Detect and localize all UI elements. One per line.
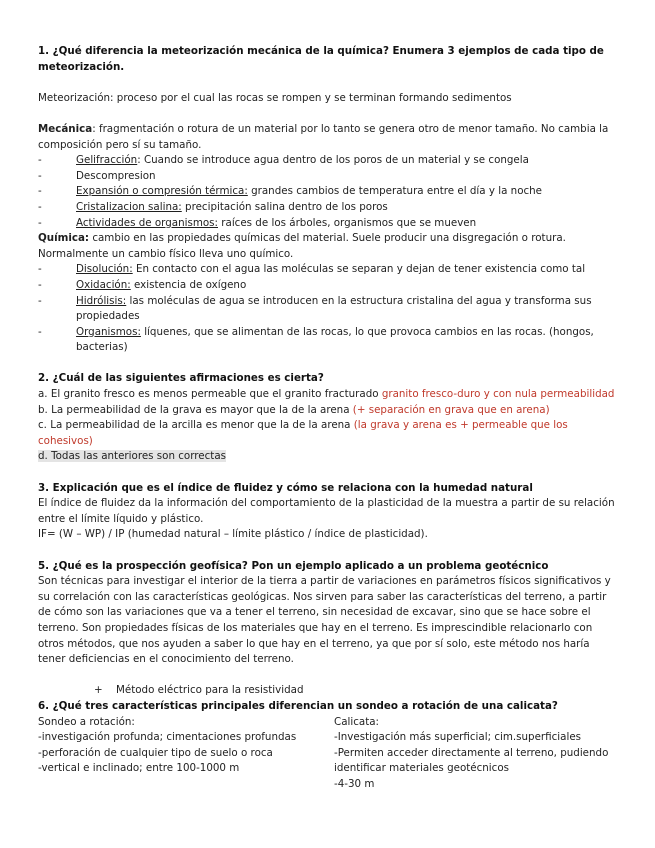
column-item: -Investigación más superficial; cim.superficiales [334,731,582,744]
rotary-drilling-column [38,715,334,793]
list-dash: - [38,200,42,213]
option-b [38,403,618,419]
option-note: granito fresco-duro y con nula permeabilidad [381,388,615,401]
list-item-term: Gelifracción [76,154,138,167]
list-item-desc: líquenes, que se alimentan de las rocas, lo que provoca cambios en las rocas. (hongos, bacterias) [76,325,594,354]
option-text: a. El granito fresco es menos permeable que el granito fracturado [38,388,382,401]
list-item-term: Actividades de organismos: [76,216,218,229]
list-item-desc: las moléculas de agua se introducen en la estructura cristalina del agua y transforma sus propiedades [76,294,592,323]
list-item-term: Hidrólisis: [76,294,127,307]
list-item [38,200,618,216]
list-item-desc: grandes cambios de temperatura entre el día y la noche [247,185,543,198]
list-item-desc: Descompresion [76,169,156,182]
list-item-desc: : Cuando se introduce agua dentro de los poros de un material y se congela [137,154,529,167]
chemical-paragraph [38,231,618,262]
mechanical-text: : fragmentación o rotura de un material por lo tanto se genera otro de menor tamaño. No cambia la composición pero sí su tamaño. [38,122,609,151]
bullet-text: Método eléctrico para la resistividad [116,684,304,697]
question-6-title: 6. ¿Qué tres características principales diferencian un sondeo a rotación de una calicata? [38,699,558,712]
fluidity-text: El índice de fluidez da la información del comportamiento de la plasticidad de la muestra a partir de su relación entre el límite líquido y plástico. [38,497,615,525]
option-note: (+ separación en grava que en arena) [352,403,550,416]
list-item-term: Cristalizacion salina: [76,200,182,213]
list-item-desc: existencia de oxígeno [130,278,247,291]
plus-icon: + [94,684,103,697]
document-page [38,44,618,793]
list-item-text [76,216,618,232]
test-pit-column [334,715,618,793]
list-dash: - [38,154,42,167]
column-item: -4-30 m [334,777,375,790]
column-heading: Sondeo a rotación: [38,715,135,728]
question-3-title: 3. Explicación que es el índice de fluidez y cómo se relaciona con la humedad natural [38,481,533,494]
fluidity-formula: IF= (W – WP) / IP (humedad natural – límite plástico / índice de plasticidad). [38,528,428,541]
list-dash: - [38,216,42,229]
list-item-text [76,153,618,169]
list-item [38,153,618,169]
list-dash: - [38,294,42,307]
list-dash: - [38,169,42,182]
option-text: c. La permeabilidad de la arcilla es menor que la de la arena [38,419,354,432]
option-note: (la grava y arena es + permeable que los cohesivos) [38,419,568,447]
list-item-desc: precipitación salina dentro de los poros [181,200,388,213]
list-dash: - [38,263,42,276]
column-item: -perforación de cualquier tipo de suelo o roca [38,746,273,759]
comparison-columns [38,715,618,793]
chemical-list [38,262,618,356]
column-item: -Permiten acceder directamente al terreno, pudiendo identificar materiales geotécnicos [334,746,609,775]
option-a [38,387,618,403]
list-item [38,216,618,232]
option-text: b. La permeabilidad de la grava es mayor que la de la arena [38,403,353,416]
list-item-text [76,200,618,216]
list-item-text [76,278,618,294]
geophysics-bullet [38,683,618,699]
list-item-text [76,325,618,356]
list-item-term: Disolución: [76,263,133,276]
list-item [38,169,618,185]
mechanical-list [38,153,618,231]
option-c [38,418,618,449]
list-item-term: Organismos: [76,325,141,338]
list-dash: - [38,278,42,291]
column-item: -vertical e inclinado; entre 100-1000 m [38,762,240,775]
list-item-term: Expansión o compresión térmica: [76,185,248,198]
list-item-term: Oxidación: [76,278,131,291]
list-item [38,184,618,200]
mechanical-label: Mecánica [38,122,93,135]
list-item-text [76,169,618,185]
list-item-text [76,294,618,325]
option-d [38,449,618,465]
question-1-title: 1. ¿Qué diferencia la meteorización mecánica de la química? Enumera 3 ejemplos de cada tipo de meteorización. [38,45,604,73]
list-item [38,325,618,356]
weathering-definition: Meteorización: proceso por el cual las rocas se rompen y se terminan formando sedimentos [38,91,512,104]
mechanical-paragraph [38,122,618,153]
list-item-desc: En contacto con el agua las moléculas se separan y dejan de tener existencia como tal [132,263,586,276]
chemical-label: Química: [38,232,90,245]
question-5-title: 5. ¿Qué es la prospección geofísica? Pon un ejemplo aplicado a un problema geotécnico [38,559,549,572]
list-item-desc: raíces de los árboles, organismos que se mueven [218,216,477,229]
list-item [38,262,618,278]
option-text-highlighted: d. Todas las anteriores son correctas [38,450,226,463]
column-heading: Calicata: [334,715,380,728]
chemical-text: cambio en las propiedades químicas del material. Suele producir una disgregación o rotura. Normalmente un cambio físico lleva uno químico. [38,232,566,260]
list-item-text [76,184,618,200]
list-item [38,294,618,325]
list-item-text [76,262,618,278]
question-2-title: 2. ¿Cuál de las siguientes afirmaciones es cierta? [38,372,324,385]
column-item: -investigación profunda; cimentaciones profundas [38,731,297,744]
list-dash: - [38,185,42,198]
list-item [38,278,618,294]
geophysics-text: Son técnicas para investigar el interior de la tierra a partir de variaciones en parámetros físicos significativos y su correlación con las características geológicas. Nos sirven para saber las características del terreno, a partir de cómo son las variaciones que va a tener el terreno, sin necesidad de excavar, sino que se hace sobre el terreno. Son propiedades físicas de los materiales que hay en el terreno. Es imprescindible relacionarlo con otros métodos, que nos ayuden a saber lo que hay en el terreno, ya que por sí solo, este método nos haría tener deficiencias en el conocimiento del terreno. [38,575,611,666]
list-dash: - [38,325,42,338]
